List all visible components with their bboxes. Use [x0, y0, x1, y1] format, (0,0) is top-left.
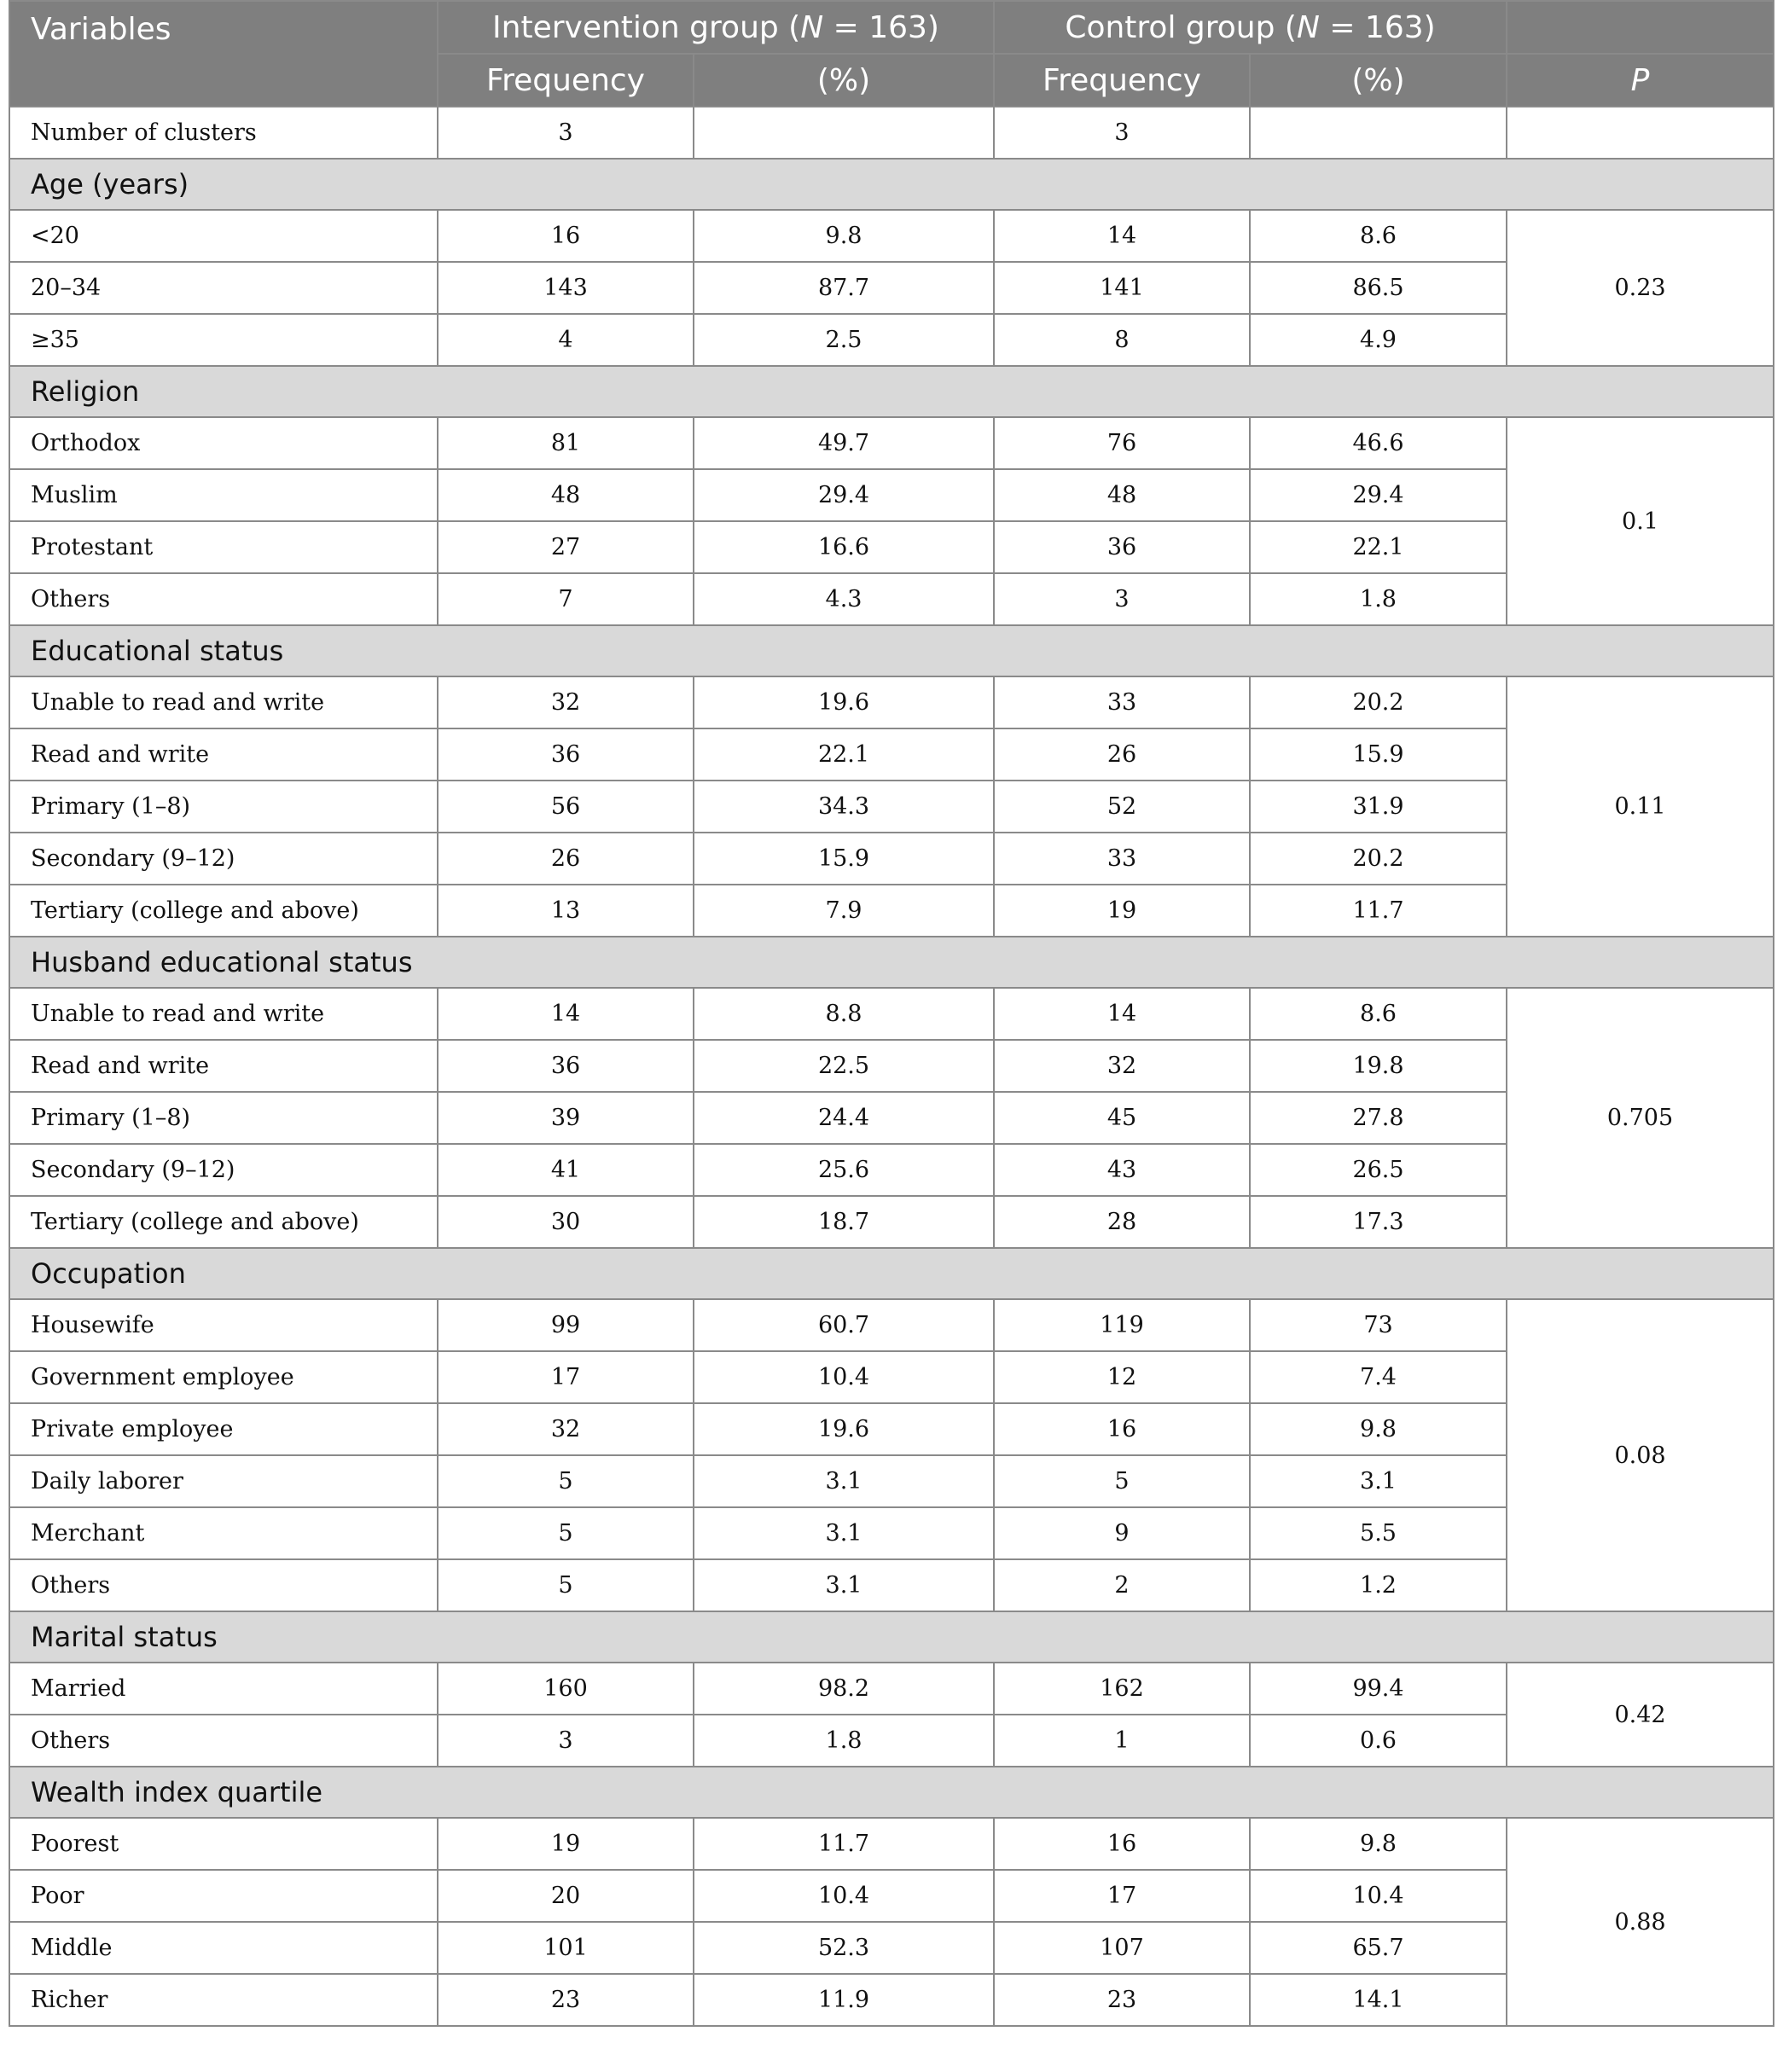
control-frequency: 119	[994, 1299, 1250, 1351]
row-label: Number of clusters	[9, 107, 438, 159]
intervention-frequency: 56	[438, 781, 694, 833]
intervention-percent-header: (%)	[694, 54, 994, 107]
intervention-frequency: 32	[438, 1403, 694, 1455]
control-frequency: 17	[994, 1870, 1250, 1922]
intervention-frequency: 4	[438, 314, 694, 366]
intervention-frequency: 19	[438, 1818, 694, 1870]
intervention-frequency: 32	[438, 676, 694, 728]
clusters-row	[9, 107, 1774, 159]
section-header-row	[9, 366, 1774, 417]
intervention-frequency: 39	[438, 1092, 694, 1144]
section-header-row	[9, 1611, 1774, 1663]
intervention-percent: 10.4	[694, 1351, 994, 1403]
control-percent: 46.6	[1250, 417, 1507, 469]
control-frequency-header: Frequency	[994, 54, 1250, 107]
row-label: Unable to read and write	[9, 676, 438, 728]
intervention-percent: 49.7	[694, 417, 994, 469]
control-frequency: 19	[994, 885, 1250, 937]
control-frequency: 12	[994, 1351, 1250, 1403]
row-label: Housewife	[9, 1299, 438, 1351]
intervention-percent: 3.1	[694, 1507, 994, 1559]
control-frequency: 9	[994, 1507, 1250, 1559]
control-percent: 20.2	[1250, 676, 1507, 728]
intervention-percent: 3.1	[694, 1455, 994, 1507]
intervention-percent: 3.1	[694, 1559, 994, 1611]
control-percent: 15.9	[1250, 728, 1507, 781]
control-suffix: = 163)	[1319, 9, 1436, 45]
variables-header: Variables	[9, 1, 438, 107]
section-header-row	[9, 937, 1774, 988]
intervention-frequency: 20	[438, 1870, 694, 1922]
control-frequency: 8	[994, 314, 1250, 366]
control-percent: 86.5	[1250, 262, 1507, 314]
intervention-n: N	[800, 9, 824, 45]
intervention-frequency: 36	[438, 728, 694, 781]
row-label: <20	[9, 210, 438, 262]
intervention-suffix: = 163)	[823, 9, 939, 45]
control-frequency: 14	[994, 988, 1250, 1040]
row-label: Poor	[9, 1870, 438, 1922]
table-row	[9, 676, 1774, 728]
section-title: Religion	[9, 366, 1774, 417]
control-percent: 1.8	[1250, 573, 1507, 625]
row-label: Muslim	[9, 469, 438, 521]
intervention-percent: 19.6	[694, 1403, 994, 1455]
row-label: Middle	[9, 1922, 438, 1974]
control-frequency: 2	[994, 1559, 1250, 1611]
control-percent: 8.6	[1250, 988, 1507, 1040]
control-percent: 65.7	[1250, 1922, 1507, 1974]
control-frequency: 28	[994, 1196, 1250, 1248]
p-value-header	[1507, 54, 1774, 107]
control-percent: 29.4	[1250, 469, 1507, 521]
control-percent: 20.2	[1250, 833, 1507, 885]
intervention-percent: 11.9	[694, 1974, 994, 2026]
control-percent	[1250, 107, 1507, 159]
section-title: Occupation	[9, 1248, 1774, 1299]
intervention-frequency: 17	[438, 1351, 694, 1403]
row-label: Richer	[9, 1974, 438, 2026]
control-frequency: 45	[994, 1092, 1250, 1144]
p-value: 0.705	[1507, 988, 1774, 1248]
intervention-prefix: Intervention group (	[492, 9, 801, 45]
control-frequency: 107	[994, 1922, 1250, 1974]
control-percent: 31.9	[1250, 781, 1507, 833]
row-label: Primary (1–8)	[9, 781, 438, 833]
intervention-frequency: 48	[438, 469, 694, 521]
intervention-frequency: 27	[438, 521, 694, 573]
row-label: Read and write	[9, 728, 438, 781]
p-value: 0.23	[1507, 210, 1774, 366]
intervention-frequency: 30	[438, 1196, 694, 1248]
control-percent: 1.2	[1250, 1559, 1507, 1611]
row-label: ≥35	[9, 314, 438, 366]
intervention-frequency: 3	[438, 1715, 694, 1767]
control-frequency: 1	[994, 1715, 1250, 1767]
intervention-frequency: 5	[438, 1455, 694, 1507]
section-header-row	[9, 1248, 1774, 1299]
table-row	[9, 1299, 1774, 1351]
table-row	[9, 1663, 1774, 1715]
intervention-percent: 18.7	[694, 1196, 994, 1248]
row-label: Others	[9, 573, 438, 625]
intervention-frequency-header: Frequency	[438, 54, 694, 107]
control-percent: 17.3	[1250, 1196, 1507, 1248]
control-percent: 3.1	[1250, 1455, 1507, 1507]
intervention-percent: 24.4	[694, 1092, 994, 1144]
intervention-frequency: 16	[438, 210, 694, 262]
row-label: Protestant	[9, 521, 438, 573]
control-frequency: 43	[994, 1144, 1250, 1196]
intervention-frequency: 41	[438, 1144, 694, 1196]
control-group-header	[994, 1, 1507, 54]
section-header-row	[9, 625, 1774, 676]
section-title: Wealth index quartile	[9, 1767, 1774, 1818]
intervention-frequency: 26	[438, 833, 694, 885]
p-value: 0.42	[1507, 1663, 1774, 1767]
demographics-table	[9, 0, 1774, 2027]
intervention-group-header	[438, 1, 994, 54]
intervention-percent: 7.9	[694, 885, 994, 937]
control-frequency: 141	[994, 262, 1250, 314]
intervention-frequency: 13	[438, 885, 694, 937]
intervention-percent	[694, 107, 994, 159]
control-frequency: 33	[994, 676, 1250, 728]
p-value	[1507, 107, 1774, 159]
control-frequency: 5	[994, 1455, 1250, 1507]
intervention-frequency: 81	[438, 417, 694, 469]
intervention-frequency: 3	[438, 107, 694, 159]
intervention-percent: 29.4	[694, 469, 994, 521]
row-label: Secondary (9–12)	[9, 833, 438, 885]
control-frequency: 52	[994, 781, 1250, 833]
row-label: Unable to read and write	[9, 988, 438, 1040]
intervention-frequency: 160	[438, 1663, 694, 1715]
row-label: Others	[9, 1715, 438, 1767]
control-frequency: 76	[994, 417, 1250, 469]
control-n: N	[1296, 9, 1320, 45]
control-percent: 10.4	[1250, 1870, 1507, 1922]
row-label: Tertiary (college and above)	[9, 1196, 438, 1248]
intervention-percent: 15.9	[694, 833, 994, 885]
control-percent: 22.1	[1250, 521, 1507, 573]
intervention-percent: 22.1	[694, 728, 994, 781]
control-frequency: 3	[994, 107, 1250, 159]
control-percent: 19.8	[1250, 1040, 1507, 1092]
control-percent: 73	[1250, 1299, 1507, 1351]
row-label: Daily laborer	[9, 1455, 438, 1507]
intervention-percent: 9.8	[694, 210, 994, 262]
control-percent: 27.8	[1250, 1092, 1507, 1144]
intervention-percent: 87.7	[694, 262, 994, 314]
control-frequency: 3	[994, 573, 1250, 625]
control-frequency: 36	[994, 521, 1250, 573]
row-label: Others	[9, 1559, 438, 1611]
p-value: 0.88	[1507, 1818, 1774, 2026]
table-row	[9, 417, 1774, 469]
intervention-percent: 2.5	[694, 314, 994, 366]
control-percent: 5.5	[1250, 1507, 1507, 1559]
row-label: Private employee	[9, 1403, 438, 1455]
intervention-percent: 1.8	[694, 1715, 994, 1767]
section-title: Marital status	[9, 1611, 1774, 1663]
control-percent: 7.4	[1250, 1351, 1507, 1403]
intervention-percent: 4.3	[694, 573, 994, 625]
control-frequency: 33	[994, 833, 1250, 885]
control-percent: 0.6	[1250, 1715, 1507, 1767]
p-value: 0.1	[1507, 417, 1774, 625]
p-value: 0.08	[1507, 1299, 1774, 1611]
header-row-1	[9, 1, 1774, 54]
table-row	[9, 210, 1774, 262]
control-percent: 9.8	[1250, 1403, 1507, 1455]
control-percent: 8.6	[1250, 210, 1507, 262]
control-percent: 26.5	[1250, 1144, 1507, 1196]
row-label: Merchant	[9, 1507, 438, 1559]
section-title: Educational status	[9, 625, 1774, 676]
control-frequency: 16	[994, 1818, 1250, 1870]
control-percent: 11.7	[1250, 885, 1507, 937]
control-frequency: 23	[994, 1974, 1250, 2026]
intervention-percent: 11.7	[694, 1818, 994, 1870]
table-row	[9, 988, 1774, 1040]
control-percent: 4.9	[1250, 314, 1507, 366]
control-percent: 9.8	[1250, 1818, 1507, 1870]
row-label: Married	[9, 1663, 438, 1715]
intervention-percent: 10.4	[694, 1870, 994, 1922]
section-header-row	[9, 1767, 1774, 1818]
intervention-percent: 22.5	[694, 1040, 994, 1092]
intervention-percent: 52.3	[694, 1922, 994, 1974]
control-percent: 99.4	[1250, 1663, 1507, 1715]
intervention-frequency: 36	[438, 1040, 694, 1092]
intervention-frequency: 101	[438, 1922, 694, 1974]
intervention-percent: 25.6	[694, 1144, 994, 1196]
control-frequency: 16	[994, 1403, 1250, 1455]
control-frequency: 162	[994, 1663, 1250, 1715]
control-frequency: 14	[994, 210, 1250, 262]
table-row	[9, 1818, 1774, 1870]
row-label: Secondary (9–12)	[9, 1144, 438, 1196]
row-label: Read and write	[9, 1040, 438, 1092]
control-prefix: Control group (	[1065, 9, 1297, 45]
intervention-frequency: 7	[438, 573, 694, 625]
row-label: Tertiary (college and above)	[9, 885, 438, 937]
control-percent: 14.1	[1250, 1974, 1507, 2026]
control-percent-header: (%)	[1250, 54, 1507, 107]
row-label: Poorest	[9, 1818, 438, 1870]
p-value: 0.11	[1507, 676, 1774, 937]
intervention-frequency: 14	[438, 988, 694, 1040]
intervention-frequency: 23	[438, 1974, 694, 2026]
intervention-frequency: 5	[438, 1507, 694, 1559]
row-label: Orthodox	[9, 417, 438, 469]
section-header-row	[9, 159, 1774, 210]
intervention-frequency: 5	[438, 1559, 694, 1611]
intervention-percent: 16.6	[694, 521, 994, 573]
intervention-frequency: 143	[438, 262, 694, 314]
p-value-header-text: P	[1630, 62, 1650, 98]
intervention-percent: 98.2	[694, 1663, 994, 1715]
intervention-percent: 8.8	[694, 988, 994, 1040]
p-header-top	[1507, 1, 1774, 54]
section-title: Husband educational status	[9, 937, 1774, 988]
row-label: Government employee	[9, 1351, 438, 1403]
control-frequency: 26	[994, 728, 1250, 781]
intervention-percent: 34.3	[694, 781, 994, 833]
intervention-percent: 60.7	[694, 1299, 994, 1351]
row-label: 20–34	[9, 262, 438, 314]
section-title: Age (years)	[9, 159, 1774, 210]
intervention-frequency: 99	[438, 1299, 694, 1351]
control-frequency: 48	[994, 469, 1250, 521]
row-label: Primary (1–8)	[9, 1092, 438, 1144]
intervention-percent: 19.6	[694, 676, 994, 728]
control-frequency: 32	[994, 1040, 1250, 1092]
